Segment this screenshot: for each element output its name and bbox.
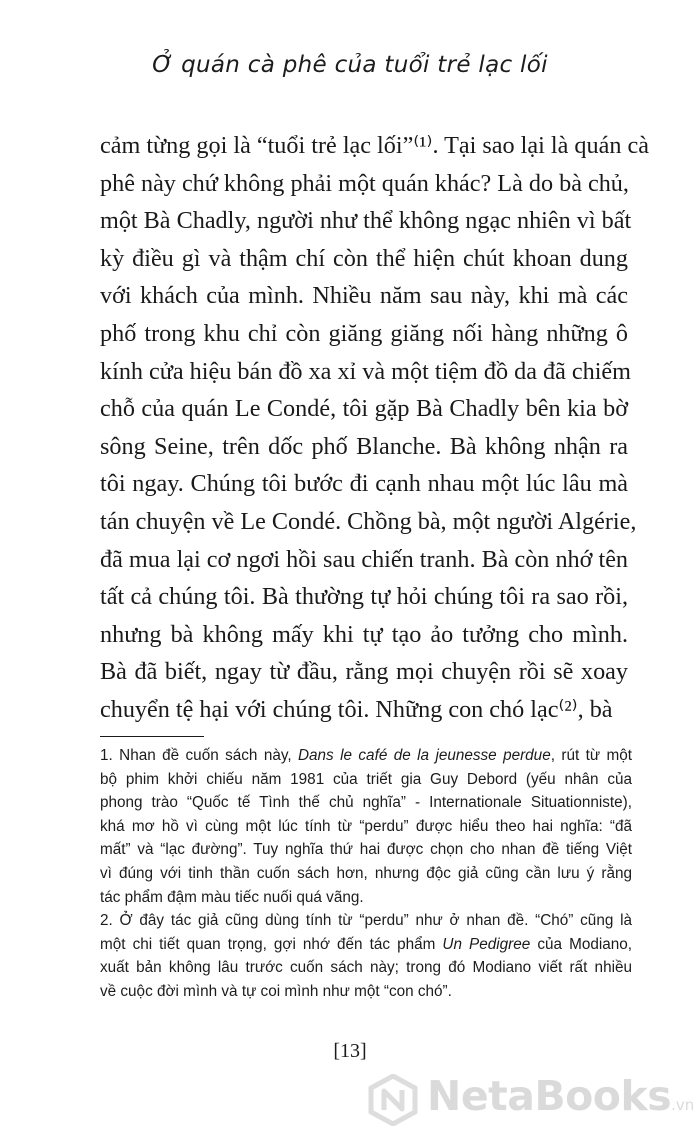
footnote-2-lead-end: của Modiano, [530,935,632,953]
footnotes [100,744,632,1004]
body-text [100,127,649,729]
watermark-text [427,1072,694,1120]
body-line: chỗ của quán Le Condé, tôi gặp Bà Chadly bên kia bờ [100,395,628,423]
body-line: tất cả chúng tôi. Bà thường tự hỏi chúng tôi ra sao rồi, [100,583,628,611]
body-line: sông Seine, trên dốc phố Blanche. Bà không nhận ra [100,432,628,460]
footnote-2-line: xuất bản không lâu trước cuốn sách này; trong đó Modiano viết rất nhiều [100,959,632,977]
footnote-divider [100,736,204,737]
watermark-suffix: .vn [671,1096,695,1114]
footnote-2-line: về cuộc đời mình và tự coi mình như một “con chó”. [100,982,452,1000]
body-line: kính cửa hiệu bán đồ xa xỉ và một tiệm đồ da đã chiếm [100,357,631,385]
body-line: cảm từng gọi là “tuổi trẻ lạc lối”⁽¹⁾. Tại sao lại là quán cà [100,132,649,159]
footnote-1-line [100,744,632,768]
body-line: phê này chứ không phải một quán khác? Là do bà chủ, [100,169,629,197]
body-line: với khách của mình. Nhiều năm sau này, khi mà các [100,282,628,310]
footnote-2-line [100,933,632,957]
body-line: nhưng bà không mấy khi tự tạo ảo tưởng cho mình. [100,620,628,648]
watermark [367,1072,697,1128]
watermark-brand: NetaBooks [427,1072,672,1120]
body-line: chuyển tệ hại với chúng tôi. Những con chó lạc⁽²⁾, bà [100,695,613,723]
body-line: phố trong khu chỉ còn giăng giăng nối hàng những ô [100,319,628,347]
footnote-1-book-title: Dans le café de la jeunesse perdue [298,747,551,764]
footnote-1-line: mất” và “lạc đường”. Tuy nghĩa thứ hai được chọn cho nhan đề tiếng Việt [100,841,632,859]
footnote-1-line: khá mơ hồ vì cùng một lúc tính từ “perdu” được hiểu theo hai nghĩa: “đã [100,817,632,835]
footnote-1-line: bộ phim khởi chiếu năm 1981 của triết gia Guy Debord (yếu nhân của [100,770,632,788]
footnote-1-line: phong trào “Quốc tế Tình thế chủ nghĩa” - Internationale Situationniste), [100,794,632,812]
footnote-1-lead-end: , rút từ một [550,747,632,764]
body-line: tôi ngay. Chúng tôi bước đi cạnh nhau một lúc lâu mà [100,470,628,498]
body-line: đã mua lại cơ ngơi hồi sau chiến tranh. Bà còn nhớ tên [100,545,629,573]
netabooks-logo-icon [367,1074,419,1126]
footnote-1-lead: 1. Nhan đề cuốn sách này, [100,747,298,764]
page-number: [13] [333,1040,367,1062]
body-line: Bà đã biết, ngay từ đầu, rằng mọi chuyện rồi sẽ xoay [100,658,628,686]
footnote-1-line: vì đúng với tinh thần cuốn sách hơn, nhưng độc giả cũng cần lưu ý rằng [100,864,632,882]
running-head: Ở quán cà phê của tuổi trẻ lạc lối [152,52,548,78]
footnote-2-lead: một chi tiết quan trọng, gợi nhớ đến tác phẩm [100,935,443,953]
body-line: tán chuyện về Le Condé. Chồng bà, một người Algérie, [100,507,637,535]
body-line: một Bà Chadly, người như thể không ngạc nhiên vì bất [100,207,632,235]
footnote-2-book-title: Un Pedigree [442,935,531,953]
body-line: kỳ điều gì và thậm chí còn thể hiện chút khoan dung [100,244,628,272]
footnote-2-line: 2. Ở đây tác giả cũng dùng tính từ “perdu” như ở nhan đề. “Chó” cũng là [100,912,632,930]
footnote-1-line: tác phẩm đậm màu tiếc nuối quá vãng. [100,888,364,906]
